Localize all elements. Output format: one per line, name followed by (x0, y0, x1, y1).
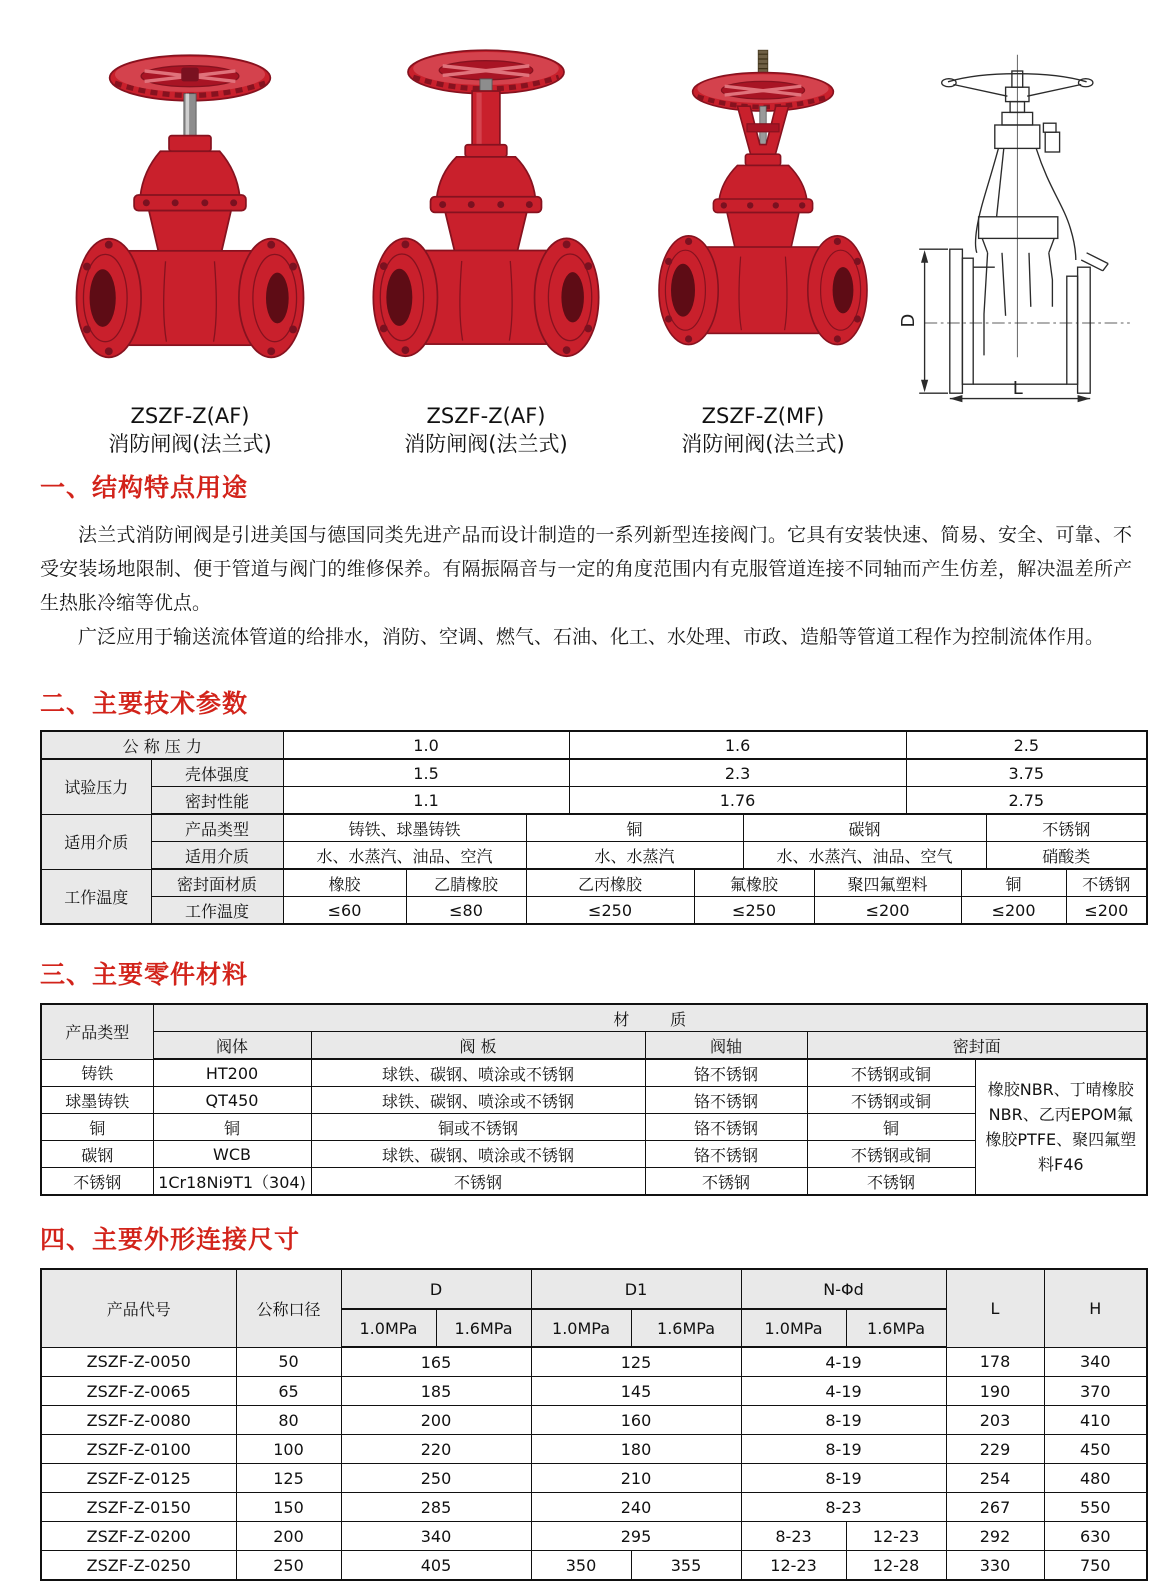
d1-value-cell: 210 (531, 1464, 741, 1493)
seal-face-note-cell: 橡胶NBR、丁晴橡胶NBR、乙丙EPOM氟橡胶PTFE、聚四氟塑料F46 (975, 1059, 1147, 1195)
body-material-cell: QT450 (153, 1087, 311, 1114)
l-value-cell: 229 (946, 1435, 1044, 1464)
d1-value-cell: 145 (531, 1377, 741, 1406)
working-temperature-value: ≤250 (526, 897, 694, 925)
table-row (41, 1059, 1147, 1087)
d-header: D (341, 1269, 531, 1309)
d-value-cell: 250 (341, 1464, 531, 1493)
seal-material-cell: 不锈钢或铜 (807, 1141, 975, 1168)
d-value-cell: 185 (341, 1377, 531, 1406)
working-temperature-value: ≤250 (694, 897, 814, 925)
shaft-material-cell: 铬不锈钢 (645, 1059, 807, 1087)
nominal-pressure-value: 2.5 (906, 731, 1147, 759)
table-row (41, 1522, 1147, 1551)
d-value-cell: 340 (341, 1522, 531, 1551)
n-phi-d-value-cell: 4-19 (741, 1377, 946, 1406)
valve-photo-af-2 (356, 10, 616, 400)
stem-column (472, 91, 500, 148)
n-phi-d-value-cell: 8-19 (741, 1435, 946, 1464)
valve-photo-mf (643, 10, 883, 400)
d-value-cell: 200 (341, 1406, 531, 1435)
n-phi-d-value-cell: 12-23 (741, 1551, 846, 1581)
d1-header: D1 (531, 1269, 741, 1309)
pressure-10-header: 1.0MPa (341, 1309, 436, 1347)
seal-face-material-value: 聚四氟塑料 (814, 869, 961, 897)
yoke (737, 106, 788, 156)
section1-paragraph-1: 法兰式消防闸阀是引进美国与德国同类先进产品而设计制造的一系列新型连接阀门。它具有安装快速、简易、安全、可靠、不受安装场地限制、便于管道与阀门的维修保养。有隔振隔音与一定的角度范围内有克服管道连接不同轴而产生仿差，解决温差所产生热胀冷缩等优点。 (40, 524, 1132, 614)
shell-strength-value: 3.75 (906, 759, 1147, 787)
seal-material-cell: 不锈钢 (807, 1168, 975, 1196)
h-value-cell: 480 (1044, 1464, 1147, 1493)
nominal-diameter-header: 公称口径 (236, 1269, 341, 1347)
dims-header-row-1 (41, 1269, 1147, 1309)
material-header: 材 质 (153, 1004, 1147, 1032)
seal-material-cell: 不锈钢或铜 (807, 1059, 975, 1087)
working-temperature-value: ≤60 (283, 897, 406, 925)
product-code-cell: ZSZF-Z-0150 (41, 1493, 236, 1522)
gland (745, 154, 780, 165)
dimension-l (950, 378, 1090, 402)
plate-header: 阀 板 (311, 1032, 645, 1060)
product-figure-1 (40, 10, 340, 458)
n-phi-d-value-cell: 8-23 (741, 1522, 846, 1551)
applicable-media-row (41, 842, 1147, 870)
table-row (41, 1551, 1147, 1581)
nominal-pressure-label: 公 称 压 力 (41, 731, 283, 759)
l-value-cell: 254 (946, 1464, 1044, 1493)
h-value-cell: 410 (1044, 1406, 1147, 1435)
material-type-cell: 碳钢 (41, 1141, 153, 1168)
product-type-row (41, 814, 1147, 842)
dims-table-body (41, 1347, 1147, 1580)
product-figure-4 (894, 10, 1146, 424)
h-value-cell: 630 (1044, 1522, 1147, 1551)
pressure-10-header: 1.0MPa (741, 1309, 846, 1347)
product-code-cell: ZSZF-Z-0065 (41, 1377, 236, 1406)
product-photos-row (40, 10, 1146, 462)
table-row (41, 1347, 1147, 1377)
shaft-material-cell: 不锈钢 (645, 1168, 807, 1196)
l-value-cell: 178 (946, 1347, 1044, 1377)
material-type-cell: 不锈钢 (41, 1168, 153, 1196)
seal-face-material-value: 乙腈橡胶 (406, 869, 526, 897)
shell-strength-label: 壳体强度 (151, 759, 283, 787)
d1-value-cell: 125 (531, 1347, 741, 1377)
table-row (41, 1435, 1147, 1464)
d-value-cell: 285 (341, 1493, 531, 1522)
seal-face-header: 密封面 (807, 1032, 1147, 1060)
material-type-cell: 球墨铸铁 (41, 1087, 153, 1114)
technical-parameters-table (40, 730, 1148, 925)
body-material-cell: 1Cr18Ni9T1（304) (153, 1168, 311, 1196)
handwheel (693, 73, 834, 111)
valve-body (659, 236, 867, 345)
bonnet (134, 151, 246, 210)
product-name: 消防闸阀(法兰式) (681, 432, 845, 456)
product-code-cell: ZSZF-Z-0100 (41, 1435, 236, 1464)
materials-header-row-2 (41, 1032, 1147, 1060)
product-name: 消防闸阀(法兰式) (108, 432, 272, 456)
l-value-cell: 330 (946, 1551, 1044, 1581)
n-phi-d-value-cell: 8-19 (741, 1464, 946, 1493)
h-value-cell: 550 (1044, 1493, 1147, 1522)
dim-label-d: D (897, 313, 919, 328)
gland (169, 136, 211, 152)
h-value-cell: 450 (1044, 1435, 1147, 1464)
nominal-diameter-cell: 65 (236, 1377, 341, 1406)
nominal-diameter-cell: 150 (236, 1493, 341, 1522)
section3-title: 三、主要零件材料 (40, 960, 249, 989)
working-temperature-value: ≤200 (1066, 897, 1147, 925)
shaft-material-cell: 铬不锈钢 (645, 1087, 807, 1114)
seal-material-cell: 铜 (807, 1114, 975, 1141)
l-value-cell: 203 (946, 1406, 1044, 1435)
drawing-body (950, 217, 1108, 393)
seal-material-cell: 不锈钢或铜 (807, 1087, 975, 1114)
product-model: ZSZF-Z(MF) (701, 404, 825, 428)
product-caption (108, 402, 271, 458)
product-figure-3 (632, 10, 894, 458)
product-code-cell: ZSZF-Z-0250 (41, 1551, 236, 1581)
material-type-cell: 铜 (41, 1114, 153, 1141)
pressure-16-header: 1.6MPa (846, 1309, 946, 1347)
product-type-header: 产品类型 (41, 1004, 153, 1059)
nominal-pressure-row (41, 731, 1147, 759)
l-header: L (946, 1269, 1044, 1347)
working-temperature-group-label: 工作温度 (41, 869, 151, 924)
shaft-material-cell: 铬不锈钢 (645, 1141, 807, 1168)
d-value-cell: 405 (341, 1551, 531, 1581)
table-row (41, 1406, 1147, 1435)
seal-performance-value: 2.75 (906, 787, 1147, 815)
shell-strength-value: 2.3 (569, 759, 906, 787)
working-temperature-row (41, 897, 1147, 925)
applicable-media-value: 水、水蒸汽、油品、空气 (743, 842, 986, 870)
applicable-media-value: 硝酸类 (986, 842, 1147, 870)
product-code-cell: ZSZF-Z-0200 (41, 1522, 236, 1551)
seal-face-material-row (41, 869, 1147, 897)
body-material-cell: HT200 (153, 1059, 311, 1087)
d-value-cell: 220 (341, 1435, 531, 1464)
valve-body (76, 239, 303, 358)
d1-value-cell: 240 (531, 1493, 741, 1522)
working-temperature-value: ≤200 (961, 897, 1066, 925)
body-material-cell: 铜 (153, 1114, 311, 1141)
h-value-cell: 370 (1044, 1377, 1147, 1406)
seal-performance-label: 密封性能 (151, 787, 283, 815)
dimension-d (898, 249, 948, 393)
plate-material-cell: 铜或不锈钢 (311, 1114, 645, 1141)
d1-value-cell: 180 (531, 1435, 741, 1464)
product-caption (404, 402, 567, 458)
n-phi-d-value-cell: 8-23 (741, 1493, 946, 1522)
n-phi-d-value-cell: 12-28 (846, 1551, 946, 1581)
l-value-cell: 267 (946, 1493, 1044, 1522)
section1-paragraph-2: 广泛应用于输送流体管道的给排水，消防、空调、燃气、石油、化工、水处理、市政、造船等管道工程作为控制流体作用。 (78, 626, 1105, 648)
d1-value-cell: 350 (531, 1551, 631, 1581)
pressure-16-header: 1.6MPa (436, 1309, 531, 1347)
nominal-diameter-cell: 250 (236, 1551, 341, 1581)
section2-title: 二、主要技术参数 (40, 689, 249, 718)
product-type-label: 产品类型 (151, 814, 283, 842)
product-type-value: 不锈钢 (986, 814, 1147, 842)
working-temperature-value: ≤200 (814, 897, 961, 925)
shell-strength-row (41, 759, 1147, 787)
seal-face-material-value: 氟橡胶 (694, 869, 814, 897)
shaft-header: 阀轴 (645, 1032, 807, 1060)
h-header: H (1044, 1269, 1147, 1347)
valve-body (373, 238, 598, 356)
product-model: ZSZF-Z(AF) (426, 404, 546, 428)
d1-value-cell: 295 (531, 1522, 741, 1551)
media-group-label: 适用介质 (41, 814, 151, 869)
nominal-diameter-cell: 80 (236, 1406, 341, 1435)
applicable-media-value: 水、水蒸汽 (526, 842, 743, 870)
table-row (41, 1377, 1147, 1406)
valve-photo-af-1 (59, 10, 321, 400)
shaft-material-cell: 铬不锈钢 (645, 1114, 807, 1141)
applicable-media-label: 适用介质 (151, 842, 283, 870)
nominal-diameter-cell: 200 (236, 1522, 341, 1551)
parts-materials-table (40, 1003, 1148, 1196)
n-phi-d-header: N-Φd (741, 1269, 946, 1309)
seal-face-material-value: 乙丙橡胶 (526, 869, 694, 897)
d-value-cell: 165 (341, 1347, 531, 1377)
d1-value-cell: 160 (531, 1406, 741, 1435)
seal-performance-value: 1.76 (569, 787, 906, 815)
nominal-pressure-value: 1.0 (283, 731, 569, 759)
applicable-media-value: 水、水蒸汽、油品、空汽 (283, 842, 526, 870)
product-code-cell: ZSZF-Z-0050 (41, 1347, 236, 1377)
dimensions-table (40, 1268, 1148, 1581)
pressure-10-header: 1.0MPa (531, 1309, 631, 1347)
bonnet (431, 157, 542, 212)
plate-material-cell: 球铁、碳钢、喷涂或不锈钢 (311, 1087, 645, 1114)
seal-face-material-value: 铜 (961, 869, 1066, 897)
body-material-cell: WCB (153, 1141, 311, 1168)
h-value-cell: 750 (1044, 1551, 1147, 1581)
valve-dimension-drawing (894, 24, 1146, 424)
product-name: 消防闸阀(法兰式) (404, 432, 568, 456)
d1-value-cell: 355 (631, 1551, 741, 1581)
n-phi-d-value-cell: 12-23 (846, 1522, 946, 1551)
n-phi-d-value-cell: 4-19 (741, 1347, 946, 1377)
product-code-header: 产品代号 (41, 1269, 236, 1347)
plate-material-cell: 不锈钢 (311, 1168, 645, 1196)
seal-performance-value: 1.1 (283, 787, 569, 815)
bonnet (713, 165, 812, 212)
l-value-cell: 292 (946, 1522, 1044, 1551)
product-figure-2 (340, 10, 632, 458)
shell-strength-value: 1.5 (283, 759, 569, 787)
materials-header-row-1 (41, 1004, 1147, 1032)
nominal-diameter-cell: 125 (236, 1464, 341, 1493)
product-type-value: 铸铁、球墨铸铁 (283, 814, 526, 842)
product-model: ZSZF-Z(AF) (130, 404, 250, 428)
product-type-value: 铜 (526, 814, 743, 842)
nominal-diameter-cell: 100 (236, 1435, 341, 1464)
dim-label-l: L (1012, 378, 1023, 400)
table-row (41, 1464, 1147, 1493)
h-value-cell: 340 (1044, 1347, 1147, 1377)
product-caption (681, 402, 844, 458)
nominal-diameter-cell: 50 (236, 1347, 341, 1377)
pressure-16-header: 1.6MPa (631, 1309, 741, 1347)
product-code-cell: ZSZF-Z-0080 (41, 1406, 236, 1435)
section4-title: 四、主要外形连接尺寸 (40, 1225, 301, 1254)
working-temperature-value: ≤80 (406, 897, 526, 925)
test-pressure-group-label: 试验压力 (41, 759, 151, 814)
gland (465, 145, 507, 157)
nominal-pressure-value: 1.6 (569, 731, 906, 759)
material-type-cell: 铸铁 (41, 1059, 153, 1087)
section1-title: 一、结构特点用途 (40, 473, 249, 502)
seal-face-material-value: 橡胶 (283, 869, 406, 897)
seal-face-material-label: 密封面材质 (151, 869, 283, 897)
n-phi-d-value-cell: 8-19 (741, 1406, 946, 1435)
plate-material-cell: 球铁、碳钢、喷涂或不锈钢 (311, 1059, 645, 1087)
seal-face-material-value: 不锈钢 (1066, 869, 1147, 897)
working-temperature-label: 工作温度 (151, 897, 283, 925)
l-value-cell: 190 (946, 1377, 1044, 1406)
seal-performance-row (41, 787, 1147, 815)
product-type-value: 碳钢 (743, 814, 986, 842)
body-header: 阀体 (153, 1032, 311, 1060)
plate-material-cell: 球铁、碳钢、喷涂或不锈钢 (311, 1141, 645, 1168)
product-code-cell: ZSZF-Z-0125 (41, 1464, 236, 1493)
